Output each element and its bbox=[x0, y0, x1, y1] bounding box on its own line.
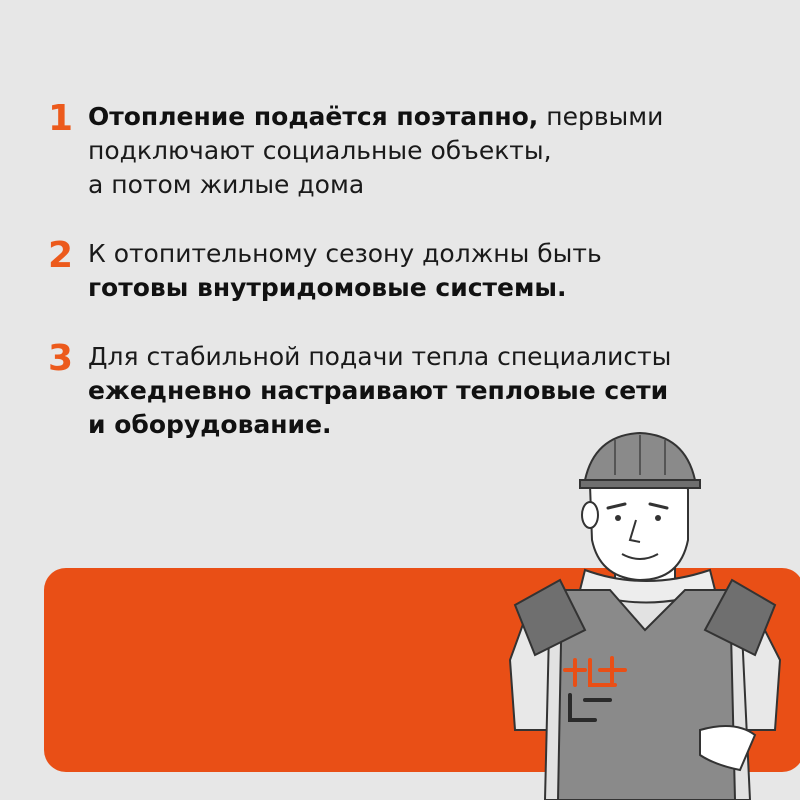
item-line bbox=[88, 271, 602, 305]
list-item bbox=[48, 100, 768, 202]
list-item bbox=[48, 340, 768, 442]
item-line: а потом жилые дома bbox=[88, 170, 365, 199]
item-bold-text: Отопление подаётся поэтапно, bbox=[88, 102, 539, 131]
item-number: 2 bbox=[48, 235, 74, 276]
item-line bbox=[88, 100, 663, 134]
item-line: К отопительному сезону должны быть bbox=[88, 239, 602, 268]
item-line: подключают социальные объекты, bbox=[88, 136, 552, 165]
item-line: Для стабильной подачи тепла специалисты bbox=[88, 342, 672, 371]
worker-illustration-icon bbox=[490, 430, 800, 800]
item-bold-text: ежедневно настраивают тепловые сети bbox=[88, 376, 669, 405]
list-item bbox=[48, 237, 768, 305]
item-regular-text: первыми bbox=[538, 102, 664, 131]
info-list bbox=[48, 100, 768, 477]
item-line bbox=[88, 374, 671, 408]
item-text bbox=[88, 100, 663, 202]
item-number: 3 bbox=[48, 338, 74, 379]
item-bold-text: и оборудование. bbox=[88, 410, 332, 439]
item-text bbox=[88, 237, 602, 305]
item-text bbox=[88, 340, 671, 442]
item-number: 1 bbox=[48, 98, 74, 139]
item-bold-text: готовы внутридомовые системы. bbox=[88, 273, 567, 302]
